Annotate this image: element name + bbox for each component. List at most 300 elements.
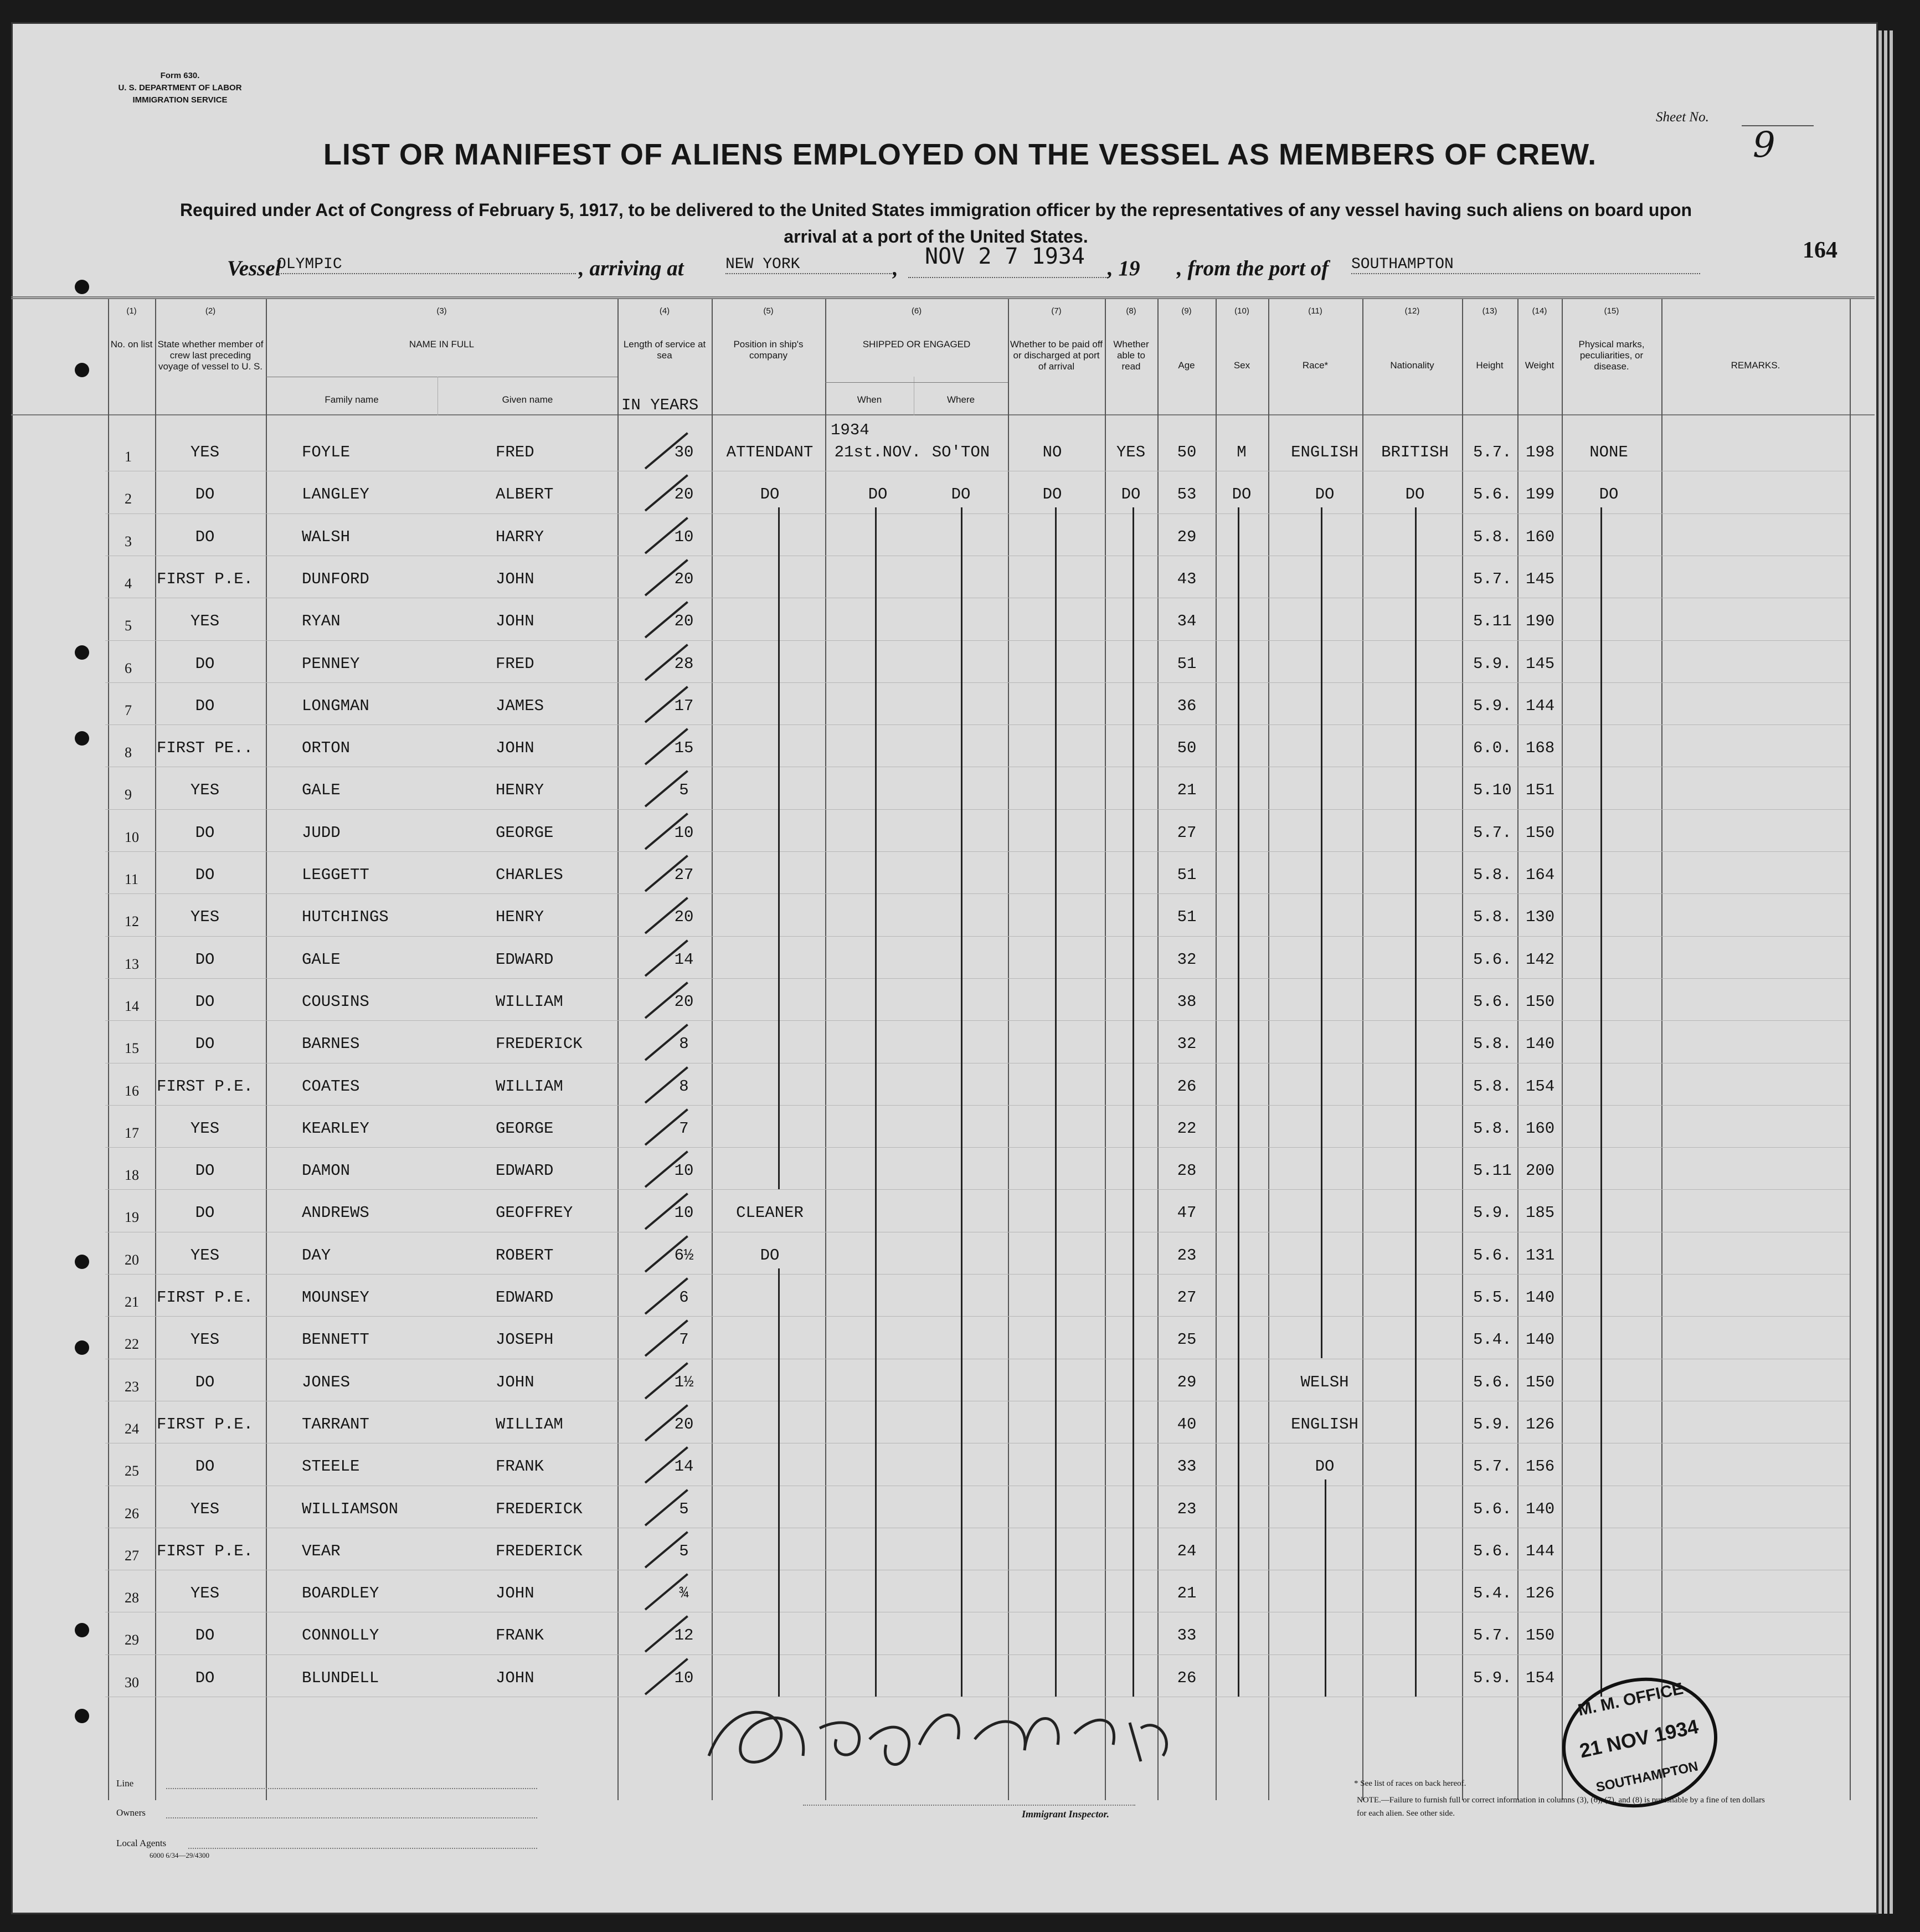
cell-given: FREDERICK [496, 1542, 583, 1560]
cell-family: BENNETT [302, 1330, 369, 1349]
column-subheader: Given name [502, 394, 553, 405]
column-header: Weight [1525, 360, 1554, 371]
row-number: 4 [125, 575, 132, 592]
cell-last: FIRST P.E. [156, 1077, 254, 1096]
line-label: Line [116, 1778, 134, 1789]
cell-service: 10 [674, 1162, 694, 1180]
cell-service: 5 [679, 1542, 689, 1560]
cell-given: FREDERICK [496, 1499, 583, 1518]
cell-family: JUDD [302, 823, 341, 842]
column-divider [1362, 299, 1363, 1800]
cell-weight: 142 [1526, 950, 1555, 969]
cell-given: JOHN [496, 1373, 534, 1391]
page-subtitle: Required under Act of Congress of February 5, 1917, to be delivered to the United States immigration officer by the representatives of any vessel having such aliens on board upon arrival at a port of the United States. [179, 200, 1692, 246]
cell-age: 51 [1177, 654, 1197, 673]
cell-age: 50 [1177, 443, 1197, 461]
cell-height: 5.6. [1473, 992, 1512, 1011]
table-row [105, 513, 1850, 514]
cell-family: HUTCHINGS [302, 908, 389, 927]
column-header: Whether able to read [1113, 339, 1149, 372]
cell-weight: 131 [1526, 1246, 1555, 1265]
column-header: REMARKS. [1731, 360, 1780, 371]
cell-last: YES [190, 612, 220, 631]
cell-weight: 140 [1526, 1330, 1555, 1349]
ditto-line [1415, 507, 1417, 1696]
cell-weight: 130 [1526, 908, 1555, 927]
cell-last: DO [195, 992, 215, 1011]
cell-age: 40 [1177, 1415, 1197, 1433]
cell-position: DO [760, 1246, 780, 1265]
cell-weight: 150 [1526, 992, 1555, 1011]
races-note: * See list of races on back hereof. [1354, 1779, 1466, 1788]
cell-last: FIRST P.E. [156, 1542, 254, 1560]
cell-last: DO [195, 1035, 215, 1054]
column-divider [1850, 299, 1851, 1800]
cell-given: FRED [496, 654, 534, 673]
column-subheader: Where [946, 394, 975, 405]
cell-family: BARNES [302, 1035, 360, 1054]
cell-weight: 145 [1526, 654, 1555, 673]
column-header: Nationality [1390, 360, 1434, 371]
ditto-line [1600, 507, 1602, 1696]
cell-height: 5.8. [1473, 1035, 1512, 1054]
cell-weight: 144 [1526, 1542, 1555, 1560]
sheet-number-label: Sheet No. [1656, 110, 1709, 125]
cell-service: 6½ [674, 1246, 694, 1265]
cell-given: WILLIAM [496, 1415, 563, 1433]
cell-height: 5.6. [1473, 1499, 1512, 1518]
table-row [105, 1105, 1850, 1106]
cell-family: BLUNDELL [302, 1668, 379, 1687]
cell-race: ENGLISH [1291, 1415, 1358, 1433]
cell-weight: 145 [1526, 569, 1555, 588]
row-number: 1 [125, 449, 132, 465]
date-underline [908, 277, 1108, 278]
cell-service: 15 [674, 739, 694, 758]
row-number: 5 [125, 618, 132, 634]
cell-read: DO [1121, 485, 1141, 504]
cell-race: WELSH [1300, 1373, 1349, 1391]
row-number: 15 [125, 1040, 139, 1057]
column-header: NAME IN FULL [409, 339, 475, 350]
cell-given: FRANK [496, 1457, 544, 1476]
cell-height: 5.7. [1473, 1626, 1512, 1645]
cell-height: 5.8. [1473, 908, 1512, 927]
cell-position: ATTENDANT [726, 443, 814, 461]
cell-given: HENRY [496, 781, 544, 800]
cell-age: 22 [1177, 1119, 1197, 1138]
row-number: 2 [125, 491, 132, 507]
cell-weight: 156 [1526, 1457, 1555, 1476]
cell-service: 8 [679, 1035, 689, 1054]
table-row [105, 1147, 1850, 1148]
cell-last: FIRST P.E. [156, 569, 254, 588]
column-number: (12) [1404, 306, 1420, 316]
vessel-name: OLYMPIC [277, 256, 576, 274]
ditto-line [1133, 507, 1134, 1696]
row-number: 27 [125, 1547, 139, 1564]
cell-service: ¾ [679, 1584, 689, 1603]
from-port: SOUTHAMPTON [1351, 256, 1700, 274]
cell-weight: 154 [1526, 1077, 1555, 1096]
column-number: (13) [1482, 306, 1497, 316]
column-header: No. on list [110, 339, 153, 350]
cell-position: CLEANER [736, 1204, 804, 1222]
cell-family: FOYLE [302, 443, 351, 461]
cell-given: GEORGE [496, 1119, 554, 1138]
cell-given: JAMES [496, 696, 544, 715]
cell-weight: 126 [1526, 1584, 1555, 1603]
cell-height: 5.7. [1473, 569, 1512, 588]
cell-when: 21st.NOV. [834, 443, 922, 461]
column-divider [108, 299, 109, 1800]
row-number: 20 [125, 1251, 139, 1268]
arrival-port: NEW YORK [725, 256, 892, 274]
row-number: 13 [125, 955, 139, 972]
cell-family: LANGLEY [302, 485, 369, 504]
column-divider [1268, 299, 1269, 1800]
cell-weight: 150 [1526, 823, 1555, 842]
cell-service: 20 [674, 569, 694, 588]
ditto-line [1055, 507, 1057, 1696]
cell-height: 5.6. [1473, 950, 1512, 969]
row-number: 3 [125, 533, 132, 549]
row-number: 12 [125, 913, 139, 930]
cell-last: DO [195, 950, 215, 969]
cell-service: 17 [674, 696, 694, 715]
cell-given: CHARLES [496, 866, 563, 884]
cell-height: 5.9. [1473, 1415, 1512, 1433]
cell-service: 20 [674, 485, 694, 504]
column-divider [617, 299, 619, 1800]
cell-last: YES [190, 1119, 220, 1138]
cell-family: STEELE [302, 1457, 360, 1476]
row-number: 21 [125, 1294, 139, 1310]
cell-weight: 140 [1526, 1288, 1555, 1307]
cell-family: WILLIAMSON [302, 1499, 399, 1518]
page-title: LIST OR MANIFEST OF ALIENS EMPLOYED ON THE VESSEL AS MEMBERS OF CREW. [323, 138, 1597, 171]
ditto-line [1321, 507, 1322, 1358]
cell-family: JONES [302, 1373, 351, 1391]
table-row [105, 1020, 1850, 1021]
ditto-line [1325, 1479, 1326, 1697]
binder-hole [75, 1255, 89, 1269]
agents-label: Local Agents [116, 1838, 167, 1848]
cell-service: 7 [679, 1330, 689, 1349]
cell-service: 20 [674, 908, 694, 927]
cell-family: CONNOLLY [302, 1626, 379, 1645]
cell-height: 5.7. [1473, 443, 1512, 461]
column-number: (7) [1051, 306, 1062, 316]
cell-last: DO [195, 1668, 215, 1687]
cell-service: 5 [679, 781, 689, 800]
cell-when: DO [868, 485, 888, 504]
cell-race: DO [1315, 485, 1335, 504]
cell-family: COUSINS [302, 992, 369, 1011]
cell-family: LEGGETT [302, 866, 369, 884]
cell-given: HENRY [496, 908, 544, 927]
cell-given: JOHN [496, 569, 534, 588]
cell-service: 14 [674, 1457, 694, 1476]
cell-given: GEOFFREY [496, 1204, 573, 1222]
column-number: (2) [205, 306, 216, 316]
cell-given: EDWARD [496, 950, 554, 969]
inspector-signature [698, 1673, 1185, 1784]
cell-weight: 198 [1526, 443, 1555, 461]
table-row [105, 809, 1850, 810]
column-divider [1562, 299, 1563, 1800]
column-header: Race* [1302, 360, 1329, 371]
cell-height: 5.11 [1473, 612, 1512, 631]
row-number: 26 [125, 1505, 139, 1522]
table-row [105, 1274, 1850, 1275]
cell-age: 26 [1177, 1668, 1197, 1687]
column-number: (8) [1126, 306, 1136, 316]
row-number: 9 [125, 787, 132, 803]
column-header: Physical marks, peculiarities, or disease. [1578, 339, 1645, 372]
table-top-rule [11, 296, 1875, 297]
service-units: IN YEARS [621, 396, 699, 414]
cell-service: 27 [674, 866, 694, 884]
cell-service: 10 [674, 823, 694, 842]
binder-hole [75, 363, 89, 377]
cell-height: 5.6. [1473, 1246, 1512, 1265]
cell-age: 27 [1177, 1288, 1197, 1307]
column-number: (3) [436, 306, 447, 316]
cell-service: 5 [679, 1499, 689, 1518]
column-divider [1517, 299, 1519, 1800]
arrival-date-stamp: NOV 2 7 1934 [925, 244, 1085, 269]
column-number: (15) [1604, 306, 1619, 316]
cell-family: DAY [302, 1246, 331, 1265]
cell-given: HARRY [496, 527, 544, 546]
row-number: 28 [125, 1590, 139, 1606]
cell-last: YES [190, 1330, 220, 1349]
cell-last: DO [195, 1373, 215, 1391]
cell-height: 5.8. [1473, 866, 1512, 884]
cell-given: WILLIAM [496, 1077, 563, 1096]
table-row [105, 1316, 1850, 1317]
cell-given: GEORGE [496, 823, 554, 842]
cell-age: 43 [1177, 569, 1197, 588]
ditto-line [778, 507, 780, 1189]
column-divider [1105, 299, 1106, 1800]
cell-last: YES [190, 1499, 220, 1518]
cell-height: 5.9. [1473, 654, 1512, 673]
cell-weight: 140 [1526, 1035, 1555, 1054]
owners-label: Owners [116, 1807, 146, 1818]
cell-last: DO [195, 527, 215, 546]
table-row [105, 682, 1850, 683]
cell-last: FIRST P.E. [156, 1415, 254, 1433]
cell-sex: DO [1232, 485, 1252, 504]
ditto-line [961, 507, 962, 1696]
table-row [105, 851, 1850, 852]
cell-age: 21 [1177, 781, 1197, 800]
cell-height: 5.8. [1473, 1077, 1512, 1096]
binder-hole [75, 645, 89, 660]
column-divider [1157, 299, 1159, 1800]
row-number: 6 [125, 660, 132, 676]
cell-last: DO [195, 696, 215, 715]
cell-height: 5.4. [1473, 1330, 1512, 1349]
cell-weight: 199 [1526, 485, 1555, 504]
cell-read: YES [1116, 443, 1146, 461]
cell-service: 28 [674, 654, 694, 673]
cell-position: DO [760, 485, 780, 504]
cell-last: DO [195, 1457, 215, 1476]
cell-weight: 151 [1526, 781, 1555, 800]
cell-last: FIRST P.E. [156, 1288, 254, 1307]
cell-height: 5.6. [1473, 485, 1512, 504]
column-divider [1462, 299, 1463, 1800]
cell-age: 38 [1177, 992, 1197, 1011]
cell-paid: NO [1042, 443, 1062, 461]
cell-weight: 144 [1526, 696, 1555, 715]
cell-last: DO [195, 823, 215, 842]
row-number: 16 [125, 1082, 139, 1099]
cell-age: 26 [1177, 1077, 1197, 1096]
column-number: (10) [1234, 306, 1249, 316]
cell-paid: DO [1042, 485, 1062, 504]
column-number: (4) [659, 306, 670, 316]
row-number: 25 [125, 1463, 139, 1479]
cell-last: YES [190, 1584, 220, 1603]
row-number: 14 [125, 998, 139, 1014]
cell-weight: 140 [1526, 1499, 1555, 1518]
table-row [105, 893, 1850, 894]
cell-family: GALE [302, 781, 341, 800]
cell-family: GALE [302, 950, 341, 969]
column-divider [1008, 299, 1009, 1800]
column-header: State whether member of crew last preceding voyage of vessel to U. S. [157, 339, 264, 372]
cell-height: 5.4. [1473, 1584, 1512, 1603]
cell-age: 29 [1177, 1373, 1197, 1391]
row-number: 30 [125, 1674, 139, 1691]
table-row [105, 978, 1850, 979]
cell-height: 5.7. [1473, 1457, 1512, 1476]
column-header: Age [1178, 360, 1195, 371]
cell-weight: 160 [1526, 527, 1555, 546]
cell-weight: 126 [1526, 1415, 1555, 1433]
cell-service: 8 [679, 1077, 689, 1096]
column-header: Sex [1233, 360, 1250, 371]
column-divider [1216, 299, 1217, 1800]
cell-family: PENNEY [302, 654, 360, 673]
cell-given: FRANK [496, 1626, 544, 1645]
cell-weight: 150 [1526, 1626, 1555, 1645]
cell-weight: 200 [1526, 1162, 1555, 1180]
cell-age: 29 [1177, 527, 1197, 546]
form-number: Form 630. [160, 71, 200, 80]
table-row [105, 1189, 1850, 1190]
cell-age: 21 [1177, 1584, 1197, 1603]
column-number: (5) [763, 306, 774, 316]
cell-given: EDWARD [496, 1162, 554, 1180]
cell-family: KEARLEY [302, 1119, 369, 1138]
penalty-note: NOTE.—Failure to furnish full or correct information in columns (3), (6), (7), and (8) is punishable by a fine of ten dollars for each alien. See other side. [1357, 1796, 1765, 1818]
column-number: (1) [126, 306, 137, 316]
cell-race: DO [1315, 1457, 1335, 1476]
binder-hole [75, 1709, 89, 1723]
service-name: IMMIGRATION SERVICE [132, 95, 228, 105]
cell-age: 28 [1177, 1162, 1197, 1180]
column-divider [266, 299, 267, 1800]
column-subheader: Family name [325, 394, 379, 405]
row-number: 29 [125, 1632, 139, 1648]
cell-age: 51 [1177, 866, 1197, 884]
cell-given: JOHN [496, 1584, 534, 1603]
cell-age: 33 [1177, 1457, 1197, 1476]
cell-service: 7 [679, 1119, 689, 1138]
cell-family: ANDREWS [302, 1204, 369, 1222]
cell-family: RYAN [302, 612, 341, 631]
column-divider [825, 299, 826, 1800]
column-number: (6) [911, 306, 922, 316]
cell-last: YES [190, 1246, 220, 1265]
cell-family: WALSH [302, 527, 351, 546]
cell-given: WILLIAM [496, 992, 563, 1011]
inspector-label: Immigrant Inspector. [1022, 1808, 1110, 1820]
cell-given: FRED [496, 443, 534, 461]
binder-hole [75, 1623, 89, 1637]
cell-height: 5.10 [1473, 781, 1512, 800]
column-number: (9) [1181, 306, 1192, 316]
cell-sex: M [1237, 443, 1247, 461]
cell-given: JOHN [496, 612, 534, 631]
cell-service: 20 [674, 992, 694, 1011]
cell-service: 14 [674, 950, 694, 969]
cell-age: 47 [1177, 1204, 1197, 1222]
row-number: 17 [125, 1124, 139, 1141]
cell-height: 5.8. [1473, 1119, 1512, 1138]
form-identifier [83, 70, 277, 106]
cell-service: 30 [674, 443, 694, 461]
cell-given: JOSEPH [496, 1330, 554, 1349]
cell-last: YES [190, 781, 220, 800]
binder-hole [75, 731, 89, 746]
vessel-label: Vessel [227, 256, 281, 280]
cell-last: DO [195, 485, 215, 504]
cell-marks: DO [1599, 485, 1619, 504]
binder-hole [75, 1340, 89, 1355]
column-header: Whether to be paid off or discharged at port of arrival [1010, 339, 1103, 372]
cell-age: 32 [1177, 1035, 1197, 1054]
cell-height: 5.9. [1473, 1668, 1512, 1687]
print-code: 6000 6/34—29/4300 [150, 1851, 209, 1859]
cell-height: 5.9. [1473, 1204, 1512, 1222]
row-number: 18 [125, 1167, 139, 1184]
cell-height: 5.5. [1473, 1288, 1512, 1307]
row-number: 22 [125, 1336, 139, 1353]
cell-marks: NONE [1589, 443, 1628, 461]
cell-last: DO [195, 1204, 215, 1222]
cell-where: DO [951, 485, 971, 504]
cell-family: VEAR [302, 1542, 341, 1560]
header-bottom-rule [11, 414, 1875, 415]
cell-service: 20 [674, 612, 694, 631]
cell-weight: 154 [1526, 1668, 1555, 1687]
row-number: 7 [125, 702, 132, 718]
cell-where: SO'TON [931, 443, 990, 461]
row-number: 23 [125, 1378, 139, 1395]
cell-last: YES [190, 443, 220, 461]
cell-height: 6.0. [1473, 739, 1512, 758]
cell-weight: 160 [1526, 1119, 1555, 1138]
cell-family: DAMON [302, 1162, 351, 1180]
stamp-bottom-text: SOUTHAMPTON [1594, 1759, 1700, 1795]
cell-age: 23 [1177, 1246, 1197, 1265]
